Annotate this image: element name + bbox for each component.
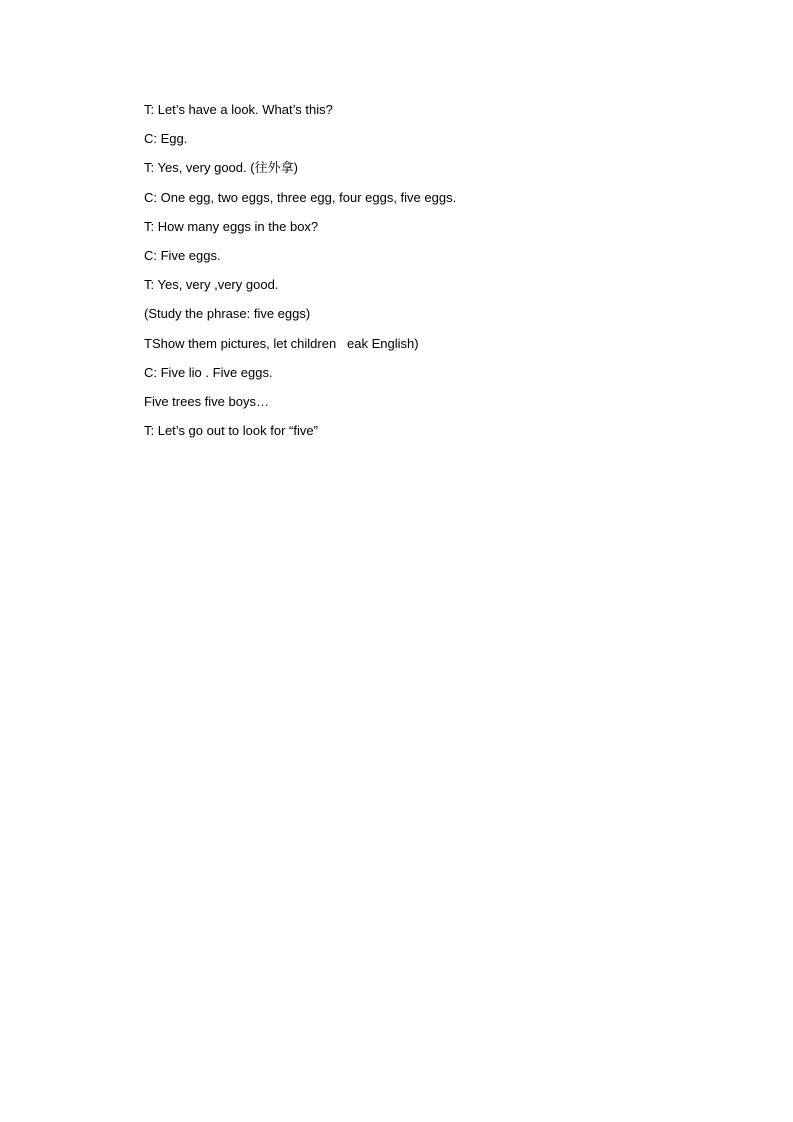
dialogue-line: C: Five eggs. [144,247,221,263]
dialogue-line: T: Let’s have a look. What’s this? [144,102,333,117]
dialogue-line: C: Five lio . Five eggs. [144,364,273,380]
dialogue-line: T: Yes, very ,very good. [144,277,279,293]
dialogue-line: T: Let’s go out to look for “five” [144,423,318,439]
dialogue-line: T: Yes, very good. (往外拿) [144,160,298,176]
dialogue-line: T: How many eggs in the box? [144,218,319,234]
dialogue-line: (Study the phrase: five eggs) [144,306,311,322]
dialogue-line: Five trees five boys… [144,393,269,409]
dialogue-line: C: One egg, two eggs, three egg, four eggs, five eggs. [144,189,457,205]
dialogue-line: TShow them pictures, let children eak English) [144,335,419,351]
document-body [144,101,744,451]
dialogue-line: C: Egg. [144,131,188,147]
